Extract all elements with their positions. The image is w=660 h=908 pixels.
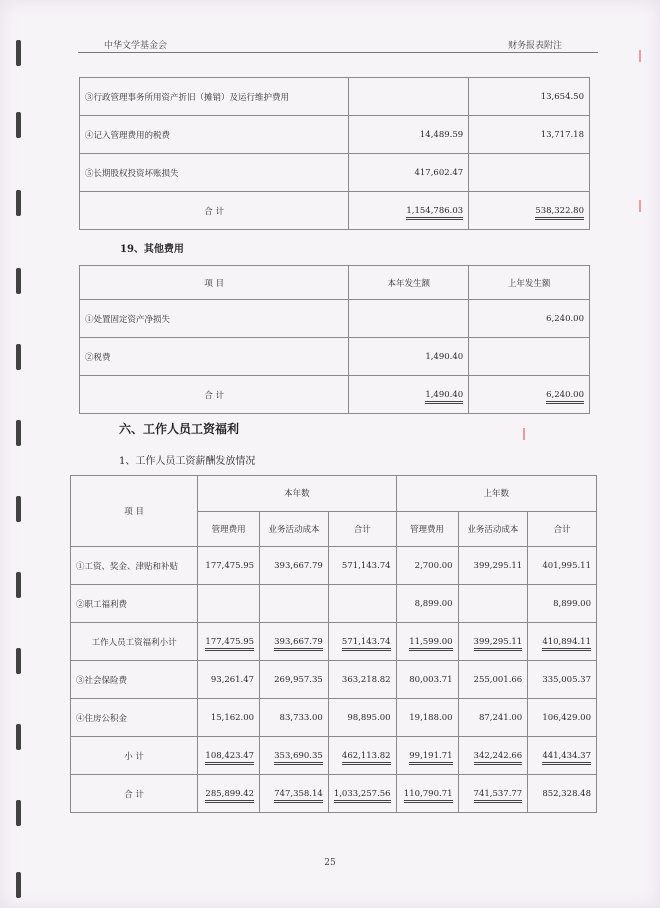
page-number: 25 — [324, 858, 336, 868]
col-header-current-year: 本年数 — [198, 476, 396, 512]
table-row: ②职工福利费 8,899.00 8,899.00 — [71, 585, 597, 623]
section-19-title: 19、其他费用 — [120, 244, 184, 255]
table-row: ①处置固定资产净损失 6,240.00 — [80, 300, 590, 338]
table-row: ④住房公积金 15,162.00 83,733.00 98,895.00 19,188.00 87,241.00 106,429.00 — [71, 699, 597, 737]
header-title: 财务报表附注 — [508, 41, 563, 51]
subtotal-row: 工作人员工资福利小计 177,475.95 393,667.79 571,143.74 11,599.00 399,295.11 410,894.11 — [71, 623, 597, 661]
total-row: 合 计 1,490.40 6,240.00 — [80, 376, 590, 414]
table-subheader-row: 管理费用 业务活动成本 合计 管理费用 业务活动成本 合计 — [71, 511, 597, 547]
table-row: ①工资、奖金、津贴和补贴 177,475.95 393,667.79 571,143.74 2,700.00 399,295.11 401,995.11 — [71, 547, 597, 585]
binding-holes — [16, 0, 24, 908]
section-6-title: 六、工作人员工资福利 — [119, 422, 240, 436]
total-row: 合 计 285,899.42 747,358.14 1,033,257.56 110,790.71 741,537.77 852,328.48 — [71, 775, 597, 813]
subtotal-row: 小 计 108,423.47 353,690.35 462,113.82 99,191.71 342,242.66 441,434.37 — [71, 737, 597, 775]
red-mark — [639, 50, 641, 62]
table-row: ②税费 1,490.40 — [80, 338, 590, 376]
total-row: 合 计 1,154,786.03 538,322.80 — [80, 192, 590, 230]
table-row: ③社会保险费 93,261.47 269,957.35 363,218.82 80,003.71 255,001.66 335,005.37 — [71, 661, 597, 699]
red-mark — [523, 428, 525, 440]
row-item: ③行政管理事务所用资产折旧（摊销）及运行维护费用 — [80, 78, 349, 116]
table-row: ④记入管理费用的税费 14,489.59 13,717.18 — [80, 116, 590, 154]
table-row: ③行政管理事务所用资产折旧（摊销）及运行维护费用 13,654.50 — [80, 78, 590, 116]
section-6-subtitle: 1、工作人员工资薪酬发放情况 — [119, 456, 256, 467]
table-header-row — [71, 476, 597, 512]
table-row: ⑤长期股权投资坏账损失 417,602.47 — [80, 154, 590, 192]
header-org: 中华文学基金会 — [104, 41, 168, 51]
header-rule — [78, 52, 598, 53]
other-expense-table — [79, 265, 590, 414]
salary-table — [70, 475, 597, 813]
admin-expense-table — [79, 77, 590, 230]
col-header-prior-year: 上年数 — [396, 476, 596, 512]
table-header-row: 项 目 本年发生额 上年发生额 — [80, 266, 590, 300]
col-header-item: 项 目 — [71, 476, 198, 547]
red-mark — [639, 200, 641, 212]
